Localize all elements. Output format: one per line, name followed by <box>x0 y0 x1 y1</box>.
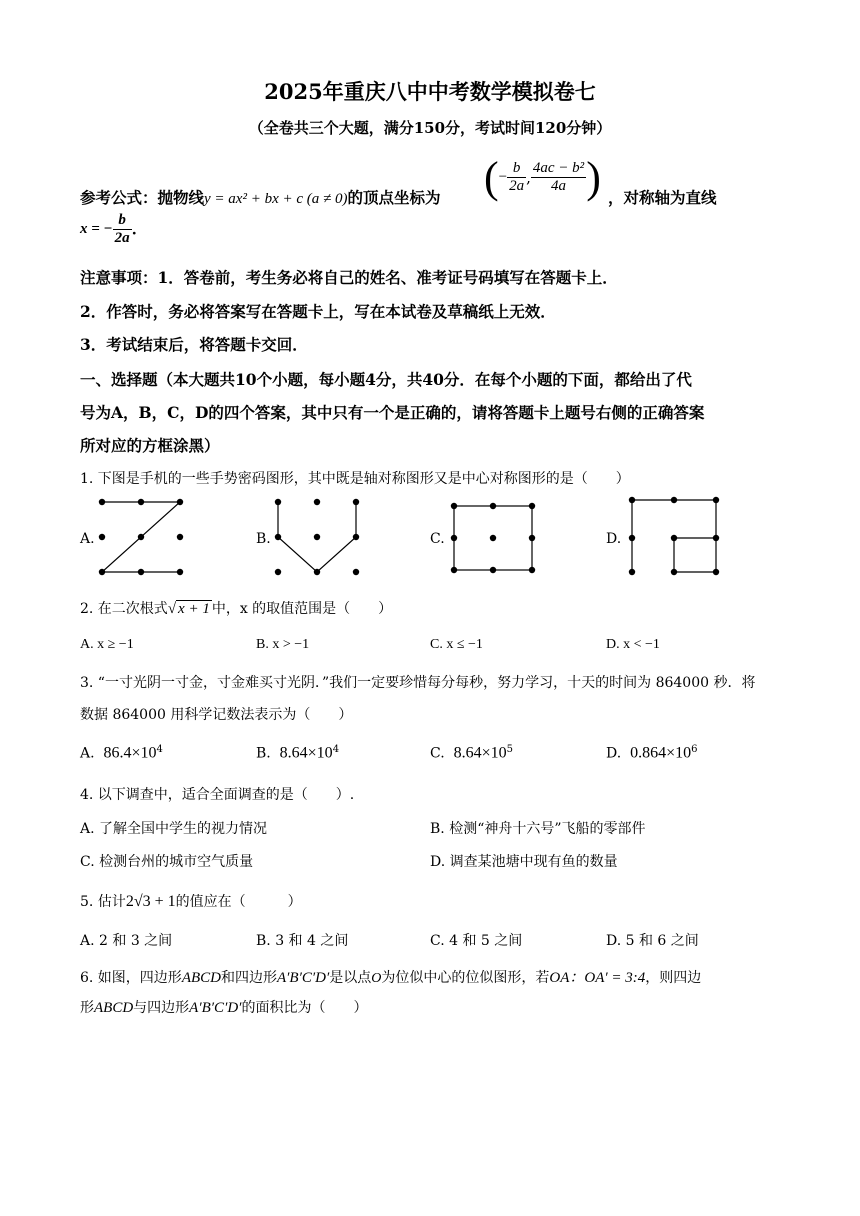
formula-mid: 的顶点坐标为 <box>347 188 441 207</box>
q2-option-a: A. x ≥ −1 <box>80 637 134 652</box>
q4-option-b: B. 检测“神舟十六号”飞船的零部件 <box>430 821 646 837</box>
formula-line <box>80 186 441 208</box>
q5-expression: 2√3 + 1 <box>125 893 176 910</box>
note-3: 3．考试结束后，将答题卡交回． <box>80 335 308 354</box>
q1-figure-d <box>624 494 724 580</box>
axis-fraction: $\frac{b}{2a}$ <box>114 212 130 246</box>
q2-option-b: B. x > −1 <box>256 637 310 652</box>
q3-option-a: A. $86.4\times 10^4$ <box>80 744 163 762</box>
q2-option-c: C. x ≤ −1 <box>430 637 483 652</box>
question-1-stem: 1. 下图是手机的一些手势密码图形，其中既是轴对称图形又是中心对称图形的是（ ） <box>80 471 630 487</box>
q5-option-b: B. 3 和 4 之间 <box>256 933 349 949</box>
q4-option-d: D. 调查某池塘中现有鱼的数量 <box>430 854 618 870</box>
vertex-y-fraction: $\frac{\text{4ac − b²}}{4a}$ <box>532 160 585 194</box>
question-6-line-1: 6. 如图，四边形ABCD和四边形A′B′C′D′是以点O为位似中心的位似图形，若OA：OA′ = 3:4，则四边 <box>80 970 702 986</box>
parabola-expression: y = ax² + bx + c (a ≠ 0) <box>204 191 348 207</box>
vertex-x-fraction: $\frac{b}{2a}$ <box>509 160 525 194</box>
q1-figure-a <box>96 494 186 580</box>
formula-tail: ，对称轴为直线 <box>608 188 717 207</box>
question-6-line-2: 形ABCD与四边形A′B′C′D′的面积比为（ ） <box>80 1000 368 1016</box>
question-3-line-1: 3. “一寸光阴一寸金，寸金难买寸光阴．”我们一定要珍惜每分每秒，努力学习，十天的时间为 864000 秒．将 <box>80 675 756 691</box>
q5-option-a: A. 2 和 3 之间 <box>80 933 173 949</box>
question-4-stem: 4. 以下调查中，适合全面调查的是（ ）. <box>80 787 355 803</box>
q2-option-d: D. x < −1 <box>606 637 660 652</box>
q3-option-b: B. $8.64\times 10^4$ <box>256 744 340 762</box>
note-2: 2．作答时，务必将答案写在答题卡上，写在本试卷及草稿纸上无效． <box>80 302 556 321</box>
q3-option-c: C. $8.64\times 10^5$ <box>430 744 513 762</box>
question-3-line-2: 数据 864000 用科学记数法表示为（ ） <box>80 707 353 723</box>
question-5-stem: 5. 估计2√3 + 1的值应在（ ） <box>80 893 302 910</box>
q1-option-c-label: C. <box>430 531 445 547</box>
note-1: 注意事项：1．答卷前，考生务必将自己的姓名、准考证号码填写在答题卡上． <box>80 268 618 287</box>
q5-option-c: C. 4 和 5 之间 <box>430 933 523 949</box>
q4-option-c: C. 检测台州的城市空气质量 <box>80 854 254 870</box>
section-header-line-3: 所对应的方框涂黑） <box>80 436 220 455</box>
q1-figure-b <box>272 494 362 580</box>
vertex-coordinate: (− $\frac{b}{2a}$ , $\frac{\text{4ac − b²}}{4a}$ ) <box>484 153 601 202</box>
page-title: 2025年重庆八中中考数学模拟卷七 <box>264 79 596 104</box>
q5-option-d: D. 5 和 6 之间 <box>606 933 699 949</box>
question-2-stem: 2. 在二次根式√ x + 1 中，x 的取值范围是（ ） <box>80 601 393 617</box>
q2-radicand: x + 1 <box>178 601 210 617</box>
q1-option-b-label: B. <box>256 531 271 547</box>
section-header-line-1: 一、选择题（本大题共10个小题，每小题4分，共40分．在每个小题的下面，都给出了代 <box>80 370 692 389</box>
page-subtitle: （全卷共三个大题，满分150分，考试时间120分钟） <box>248 119 612 137</box>
q1-option-d-label: D. <box>606 531 622 547</box>
section-header-line-2: 号为A，B，C，D的四个答案，其中只有一个是正确的，请将答题卡上题号右侧的正确答案 <box>80 403 705 422</box>
q1-figure-c <box>448 500 538 580</box>
q3-option-d: D. $0.864\times 10^6$ <box>606 744 698 762</box>
formula-label: 参考公式：抛物线 <box>80 188 205 207</box>
q4-option-a: A. 了解全国中学生的视力情况 <box>80 821 268 837</box>
axis-formula: x = − $\frac{b}{2a}$ . <box>80 212 137 246</box>
q1-option-a-label: A. <box>80 531 95 547</box>
